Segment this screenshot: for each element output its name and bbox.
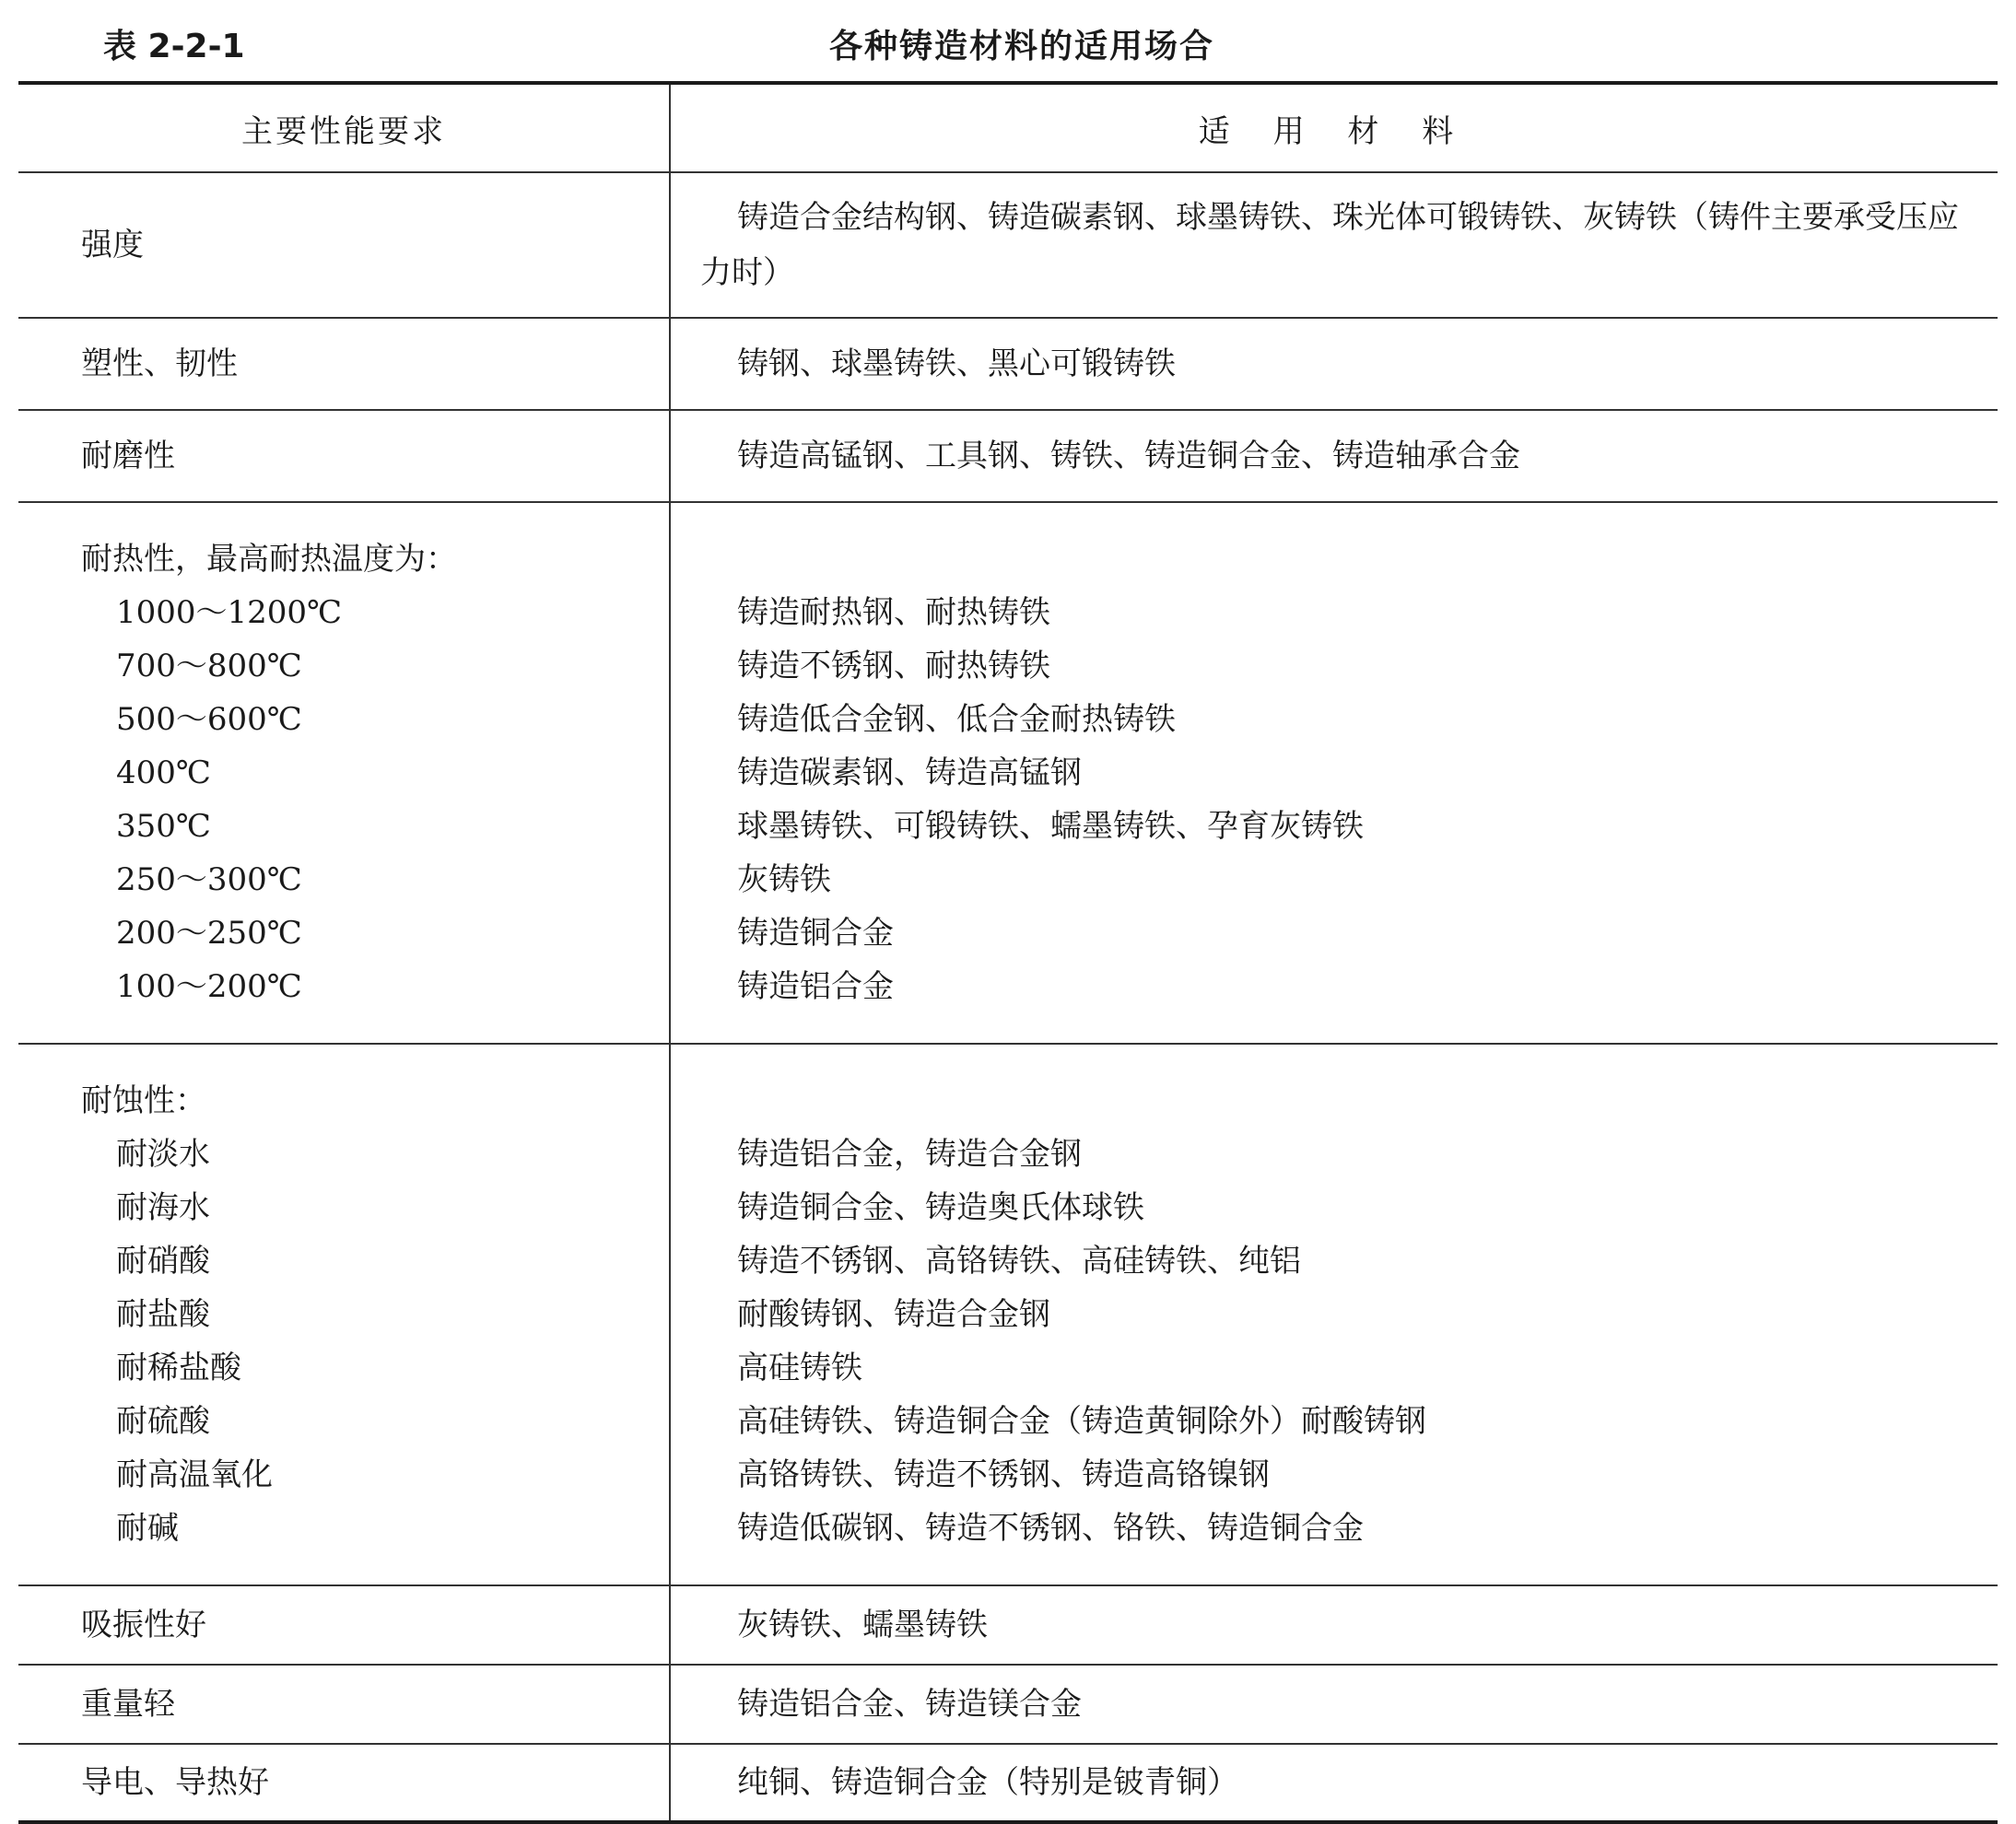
materials-cell: 灰铸铁、蠕墨铸铁 xyxy=(737,1607,988,1643)
materials-cell: 铸造耐热钢、耐热铸铁 铸造不锈钢、耐热铸铁 铸造低合金钢、低合金耐热铸铁 铸造碳素钢、铸造高锰钢 球墨铸铁、可锻铸铁、蠕墨铸铁、孕育灰铸铁 灰铸铁 铸造铜合金 铸造铝合金 xyxy=(737,594,1364,1005)
requirement-cell: 重量轻 xyxy=(18,1666,671,1743)
table-row-corrosion-resistance xyxy=(18,1045,1998,1586)
materials-cell: 铸造高锰钢、工具钢、铸铁、铸造铜合金、铸造轴承合金 xyxy=(737,438,1520,474)
requirement-cell: 耐蚀性： 耐淡水 耐海水 耐硝酸 耐盐酸 耐稀盐酸 耐硫酸 耐高温氧化 耐碱 xyxy=(18,1045,671,1584)
materials-table xyxy=(18,81,1998,1824)
table-number: 表 2-2-1 xyxy=(103,28,245,65)
table-title: 各种铸造材料的适用场合 xyxy=(828,28,1214,65)
table-row-heat-resistance xyxy=(18,503,1998,1045)
materials-cell: 铸造合金结构钢、铸造碳素钢、球墨铸铁、珠光体可锻铸铁、灰铸铁（铸件主要承受压应力时） xyxy=(700,199,1959,291)
table-row xyxy=(18,319,1998,411)
table-row xyxy=(18,411,1998,503)
table-caption xyxy=(18,20,1998,85)
materials-cell: 纯铜、铸造铜合金（特别是铍青铜） xyxy=(737,1764,1238,1801)
requirement-cell: 耐热性，最高耐热温度为： 1000～1200℃ 700～800℃ 500～600℃ 400℃ 350℃ 250～300℃ 200～250℃ 100～200℃ xyxy=(18,503,671,1043)
requirement-cell: 耐磨性 xyxy=(18,411,671,501)
header-requirement: 主要性能要求 xyxy=(18,85,671,171)
requirement-cell: 吸振性好 xyxy=(18,1586,671,1664)
requirement-cell: 塑性、韧性 xyxy=(18,319,671,409)
materials-cell: 铸钢、球墨铸铁、黑心可锻铸铁 xyxy=(737,345,1176,382)
requirement-cell: 强度 xyxy=(18,173,671,317)
table-row xyxy=(18,1745,1998,1820)
header-materials: 适 用 材 料 xyxy=(1198,112,1471,150)
table-row xyxy=(18,1666,1998,1745)
materials-cell: 铸造铝合金，铸造合金钢 铸造铜合金、铸造奥氏体球铁 铸造不锈钢、高铬铸铁、高硅铸铁、纯铝 耐酸铸钢、铸造合金钢 高硅铸铁 高硅铸铁、铸造铜合金（铸造黄铜除外）耐酸铸钢 高铬铸铁、铸造不锈钢、铸造高铬镍钢 铸造低碳钢、铸造不锈钢、铬铁、铸造铜合金 xyxy=(737,1136,1426,1547)
table-row xyxy=(18,1586,1998,1666)
table-row xyxy=(18,173,1998,319)
materials-cell: 铸造铝合金、铸造镁合金 xyxy=(737,1686,1082,1723)
table-header-row xyxy=(18,85,1998,173)
requirement-cell: 导电、导热好 xyxy=(18,1745,671,1820)
